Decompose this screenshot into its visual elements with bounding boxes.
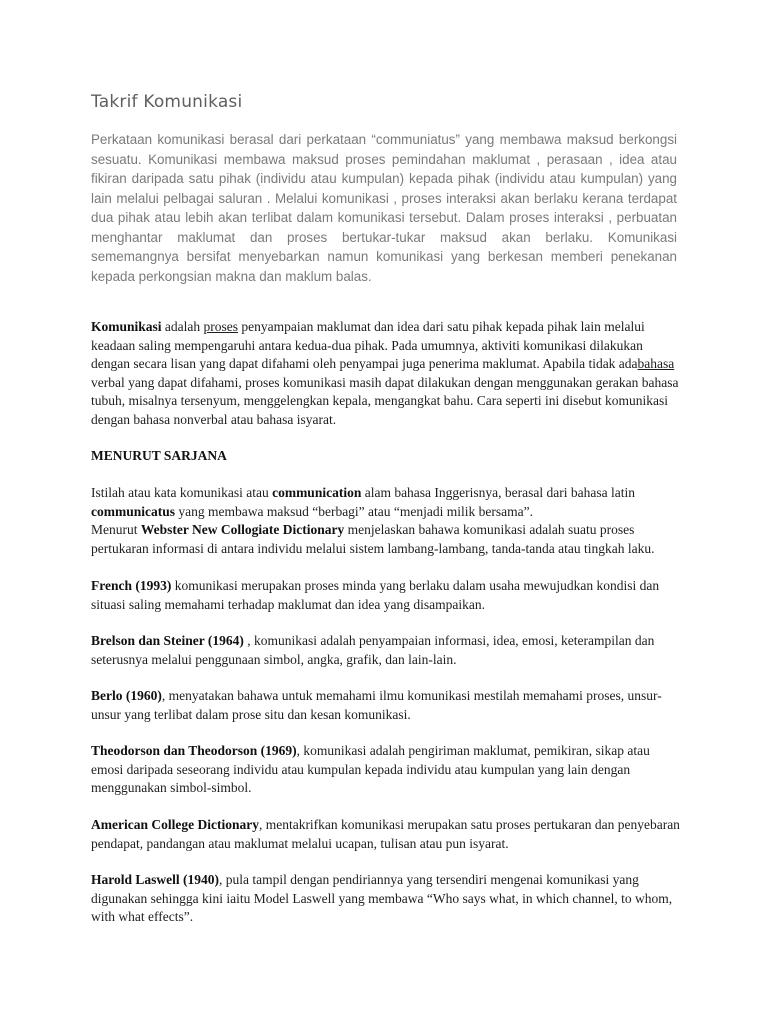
page-title: Takrif Komunikasi [91, 92, 243, 112]
entry-paragraph [91, 687, 681, 724]
definition-term: Komunikasi [91, 319, 162, 334]
entry-paragraph [91, 816, 681, 853]
istilah-text-2: alam bahasa Inggerisnya, berasal dari bahasa latin [361, 485, 635, 500]
istilah-text-5: menjelaskan bahawa komunikasi adalah suatu proses pertukaran informasi di antara individu melalui sistem lambang-lambang, tanda-tanda atau tingkah laku. [91, 522, 655, 556]
entry-text: , komunikasi adalah penyampaian informasi, idea, emosi, keterampilan dan seterusnya melalui penggunaan simbol, angka, grafik, dan lain-lain. [91, 633, 655, 667]
istilah-text-1: Istilah atau kata komunikasi atau [91, 485, 273, 500]
entry-text: , mentakrifkan komunikasi merupakan satu proses pertukaran dan penyebaran pendapat, pandangan atau maklumat melalui ucapan, tulisan atau pun isyarat. [91, 817, 680, 851]
istilah-paragraph [91, 484, 681, 558]
entry-name: Theodorson dan Theodorson (1969) [91, 743, 297, 758]
definition-text-3: verbal yang dapat difahami, proses komunikasi masih dapat dilakukan dengan menggunakan gerakan bahasa tubuh, misalnya tersenyum, menggelengkan kepala, mengangkat bahu. Cara seperti ini disebut komunikasi dengan bahasa nonverbal atau bahasa isyarat. [91, 374, 679, 427]
entry-paragraph [91, 577, 681, 614]
entry-paragraph [91, 871, 681, 927]
entry-name: French (1993) [91, 578, 172, 593]
definition-paragraph [91, 318, 681, 430]
entry-text: , komunikasi adalah pengiriman maklumat, pemikiran, sikap atau emosi daripada seseorang individu atau kumpulan kepada individu atau kumpulan yang lain dengan menggunakan simbol-simbol. [91, 743, 650, 796]
entry-name: Harold Laswell (1940) [91, 872, 219, 887]
istilah-text-4: Menurut [91, 522, 141, 538]
entry-text: , pula tampil dengan pendiriannya yang tersendiri mengenai komunikasi yang digunakan sehingga kini iaitu Model Laswell yang membawa “Who says what, in which channel, to whom, with what effects”. [91, 872, 673, 925]
term-communication: communication [272, 485, 362, 500]
bahasa-link[interactable]: bahasa [637, 356, 675, 372]
definition-text-2: penyampaian maklumat dan idea dari satu pihak kepada pihak lain melalui keadaan saling mempengaruhi antara kedua-dua pihak. Pada umumnya, aktiviti komunikasi dilakukan dengan secara lisan yang dapat difahami oleh penyampai juga penerima maklumat. Apabila tidak ada [91, 319, 645, 372]
definition-text-1: adalah [161, 319, 204, 334]
proses-link[interactable]: proses [203, 319, 239, 334]
entry-paragraph [91, 632, 681, 669]
istilah-text-3: yang membawa maksud “berbagi” atau “menjadi milik bersama”. [175, 503, 533, 519]
entry-text: komunikasi merupakan proses minda yang berlaku dalam usaha mewujudkan kondisi dan situasi saling memahami terhadap maklumat dan idea yang disampaikan. [91, 578, 660, 612]
entry-paragraph [91, 742, 681, 798]
term-webster: Webster New Collogiate Dictionary [140, 522, 345, 538]
entry-name: Berlo (1960) [91, 688, 162, 703]
entry-name: Brelson dan Steiner (1964) [91, 633, 244, 648]
section-heading: MENURUT SARJANA [91, 448, 227, 463]
intro-paragraph: Perkataan komunikasi berasal dari perkataan “communiatus” yang membawa maksud berkongsi sesuatu. Komunikasi membawa maksud proses pemindahan maklumat , perasaan , idea atau fikiran daripada satu pihak (individu atau kumpulan) kepada pihak (individu atau kumpulan) yang lain melalui pelbagai saluran . Melalui komunikasi , proses interaksi akan berlaku kerana terdapat dua pihak atau lebih akan terlibat dalam komunikasi tersebut. Dalam proses interaksi , perbuatan menghantar maklumat dan proses bertukar-tukar maksud akan berlaku. Komunikasi sememangnya bersifat menyebarkan namun komunikasi yang berkesan memberi penekanan kepada perkongsian makna dan maklum balas. [91, 132, 677, 284]
entry-text: , menyatakan bahawa untuk memahami ilmu komunikasi mestilah memahami proses, unsur-unsur yang terlibat dalam prose situ dan kesan komunikasi. [91, 688, 662, 722]
term-communicatus: communicatus [91, 503, 175, 519]
entry-name: American College Dictionary [91, 817, 259, 832]
